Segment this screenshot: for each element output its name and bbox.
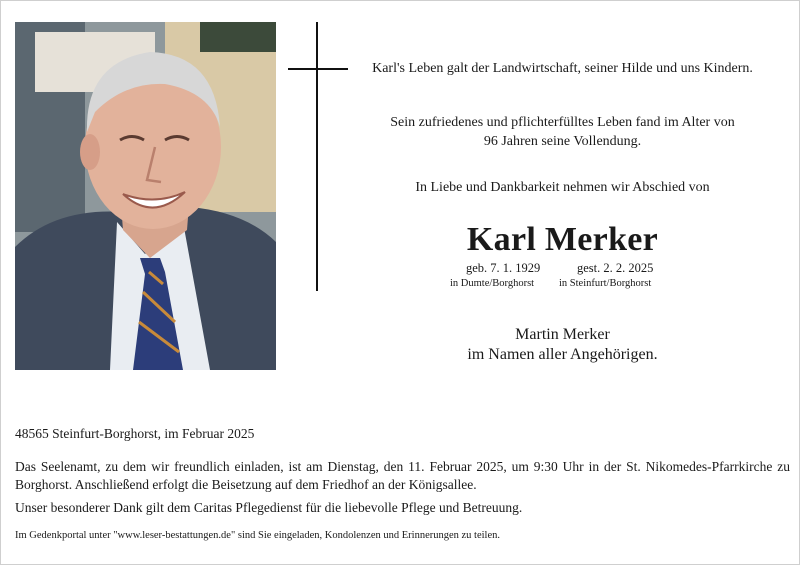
death-place: in Steinfurt/Borghorst: [559, 278, 652, 289]
signer-name: Martin Merker: [515, 326, 610, 343]
birth-date: geb. 7. 1. 1929: [466, 261, 541, 275]
life-summary-line2: 96 Jahren seine Vollendung.: [483, 134, 642, 149]
signer: [330, 325, 795, 365]
thanks-note: Unser besonderer Dank gilt dem Caritas Pflegedienst für die liebevolle Pflege und Betreuung.: [15, 500, 523, 515]
service-info: Das Seelenamt, zu dem wir freundlich einladen, ist am Dienstag, den 11. Februar 2025, um 9:30 Uhr in der St. Nikomedes-Pfarrkirche zu Borghorst. Anschließend erfolgt die Beisetzung auf dem Friedhof an der Königsallee.: [15, 459, 790, 492]
portal-note: Im Gedenkportal unter "www.leser-bestattungen.de" sind Sie eingeladen, Kondolenzen und Erinnerungen zu teilen.: [15, 530, 500, 541]
life-summary: [330, 113, 795, 151]
death-date: gest. 2. 2. 2025: [577, 261, 654, 275]
deceased-name: Karl Merker: [466, 221, 659, 258]
birth-place: in Dumte/Borghorst: [450, 278, 535, 289]
farewell-text: In Liebe und Dankbarkeit nehmen wir Abschied von: [415, 180, 710, 195]
life-quote: Karl's Leben galt der Landwirtschaft, seiner Hilde und uns Kindern.: [372, 61, 753, 76]
portrait-photo: [15, 22, 276, 370]
place-date: 48565 Steinfurt-Borghorst, im Februar 2025: [15, 426, 255, 441]
cross-vertical-bar: [316, 22, 318, 291]
life-summary-line1: Sein zufriedenes und pflichterfülltes Leben fand im Alter von: [390, 115, 735, 130]
signer-role: im Namen aller Angehörigen.: [467, 346, 658, 363]
